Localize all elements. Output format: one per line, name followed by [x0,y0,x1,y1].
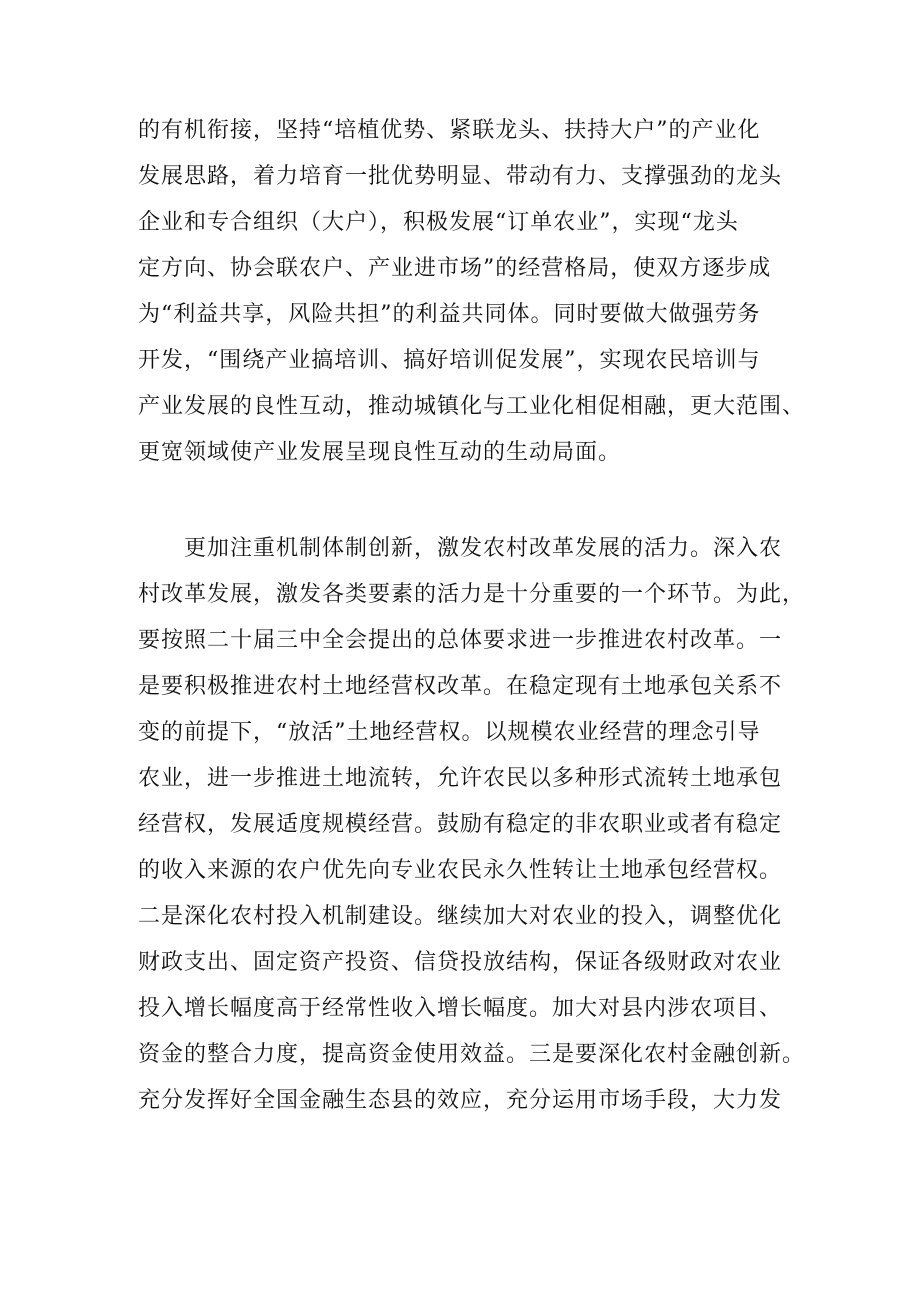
paragraph-1-line-7: 产业发展的良性互动，推动城镇化与工业化相促相融，更大范围、 [138,394,806,419]
paragraph-1-line-5: 为“利益共享，风险共担”的利益共同体。同时要做大做强劳务 [138,302,761,327]
paragraph-2-line-10: 财政支出、固定资产投资、信贷投放结构，保证各级财政对农业 [138,950,783,975]
paragraph-1-line-6: 开发，“围绕产业搞培训、搞好培训促发展”，实现农民培训与 [138,348,761,373]
paragraph-2-line-7: 经营权，发展适度规模经营。鼓励有稳定的非农职业或者有稳定 [138,812,783,837]
paragraph-2-line-9: 二是深化农村投入机制建设。继续加大对农业的投入，调整优化 [138,904,783,929]
paragraph-2-line-13: 充分发挥好全国金融生态县的效应，充分运用市场手段，大力发 [138,1088,783,1113]
paragraph-2-line-2: 村改革发展，激发各类要素的活力是十分重要的一个环节。为此， [138,582,806,607]
paragraph-2 [138,526,806,1124]
paragraph-1-line-8: 更宽领域使产业发展呈现良性互动的生动局面。 [138,440,622,465]
paragraph-2-line-6: 农业，进一步推进土地流转，允许农民以多种形式流转土地承包 [138,766,783,791]
paragraph-1 [138,108,806,476]
paragraph-2-line-4: 是要积极推进农村土地经营权改革。在稳定现有土地承包关系不 [138,674,783,699]
paragraph-1-line-4: 定方向、协会联农户、产业进市场”的经营格局，使双方逐步成 [138,256,772,281]
paragraph-1-line-1: 的有机衔接，坚持“培植优势、紧联龙头、扶持大户”的产业化 [138,118,761,143]
paragraph-1-line-3: 企业和专合组织（大户），积极发展“订单农业”，实现“龙头 [138,210,739,235]
paragraph-1-line-2: 发展思路，着力培育一批优势明显、带动有力、支撑强劲的龙头 [138,164,783,189]
paragraph-2-line-12: 资金的整合力度，提高资金使用效益。三是要深化农村金融创新。 [138,1042,806,1067]
paragraph-2-line-1: 更加注重机制体制创新，激发农村改革发展的活力。深入农 [184,536,783,561]
paragraph-2-line-5: 变的前提下，“放活”土地经营权。以规模农业经营的理念引导 [138,720,761,745]
paragraph-2-line-11: 投入增长幅度高于经常性收入增长幅度。加大对县内涉农项目、 [138,996,783,1021]
paragraph-2-line-8: 的收入来源的农户优先向专业农民永久性转让土地承包经营权。 [138,858,783,883]
paragraph-2-line-3: 要按照二十届三中全会提出的总体要求进一步推进农村改革。一 [138,628,783,653]
